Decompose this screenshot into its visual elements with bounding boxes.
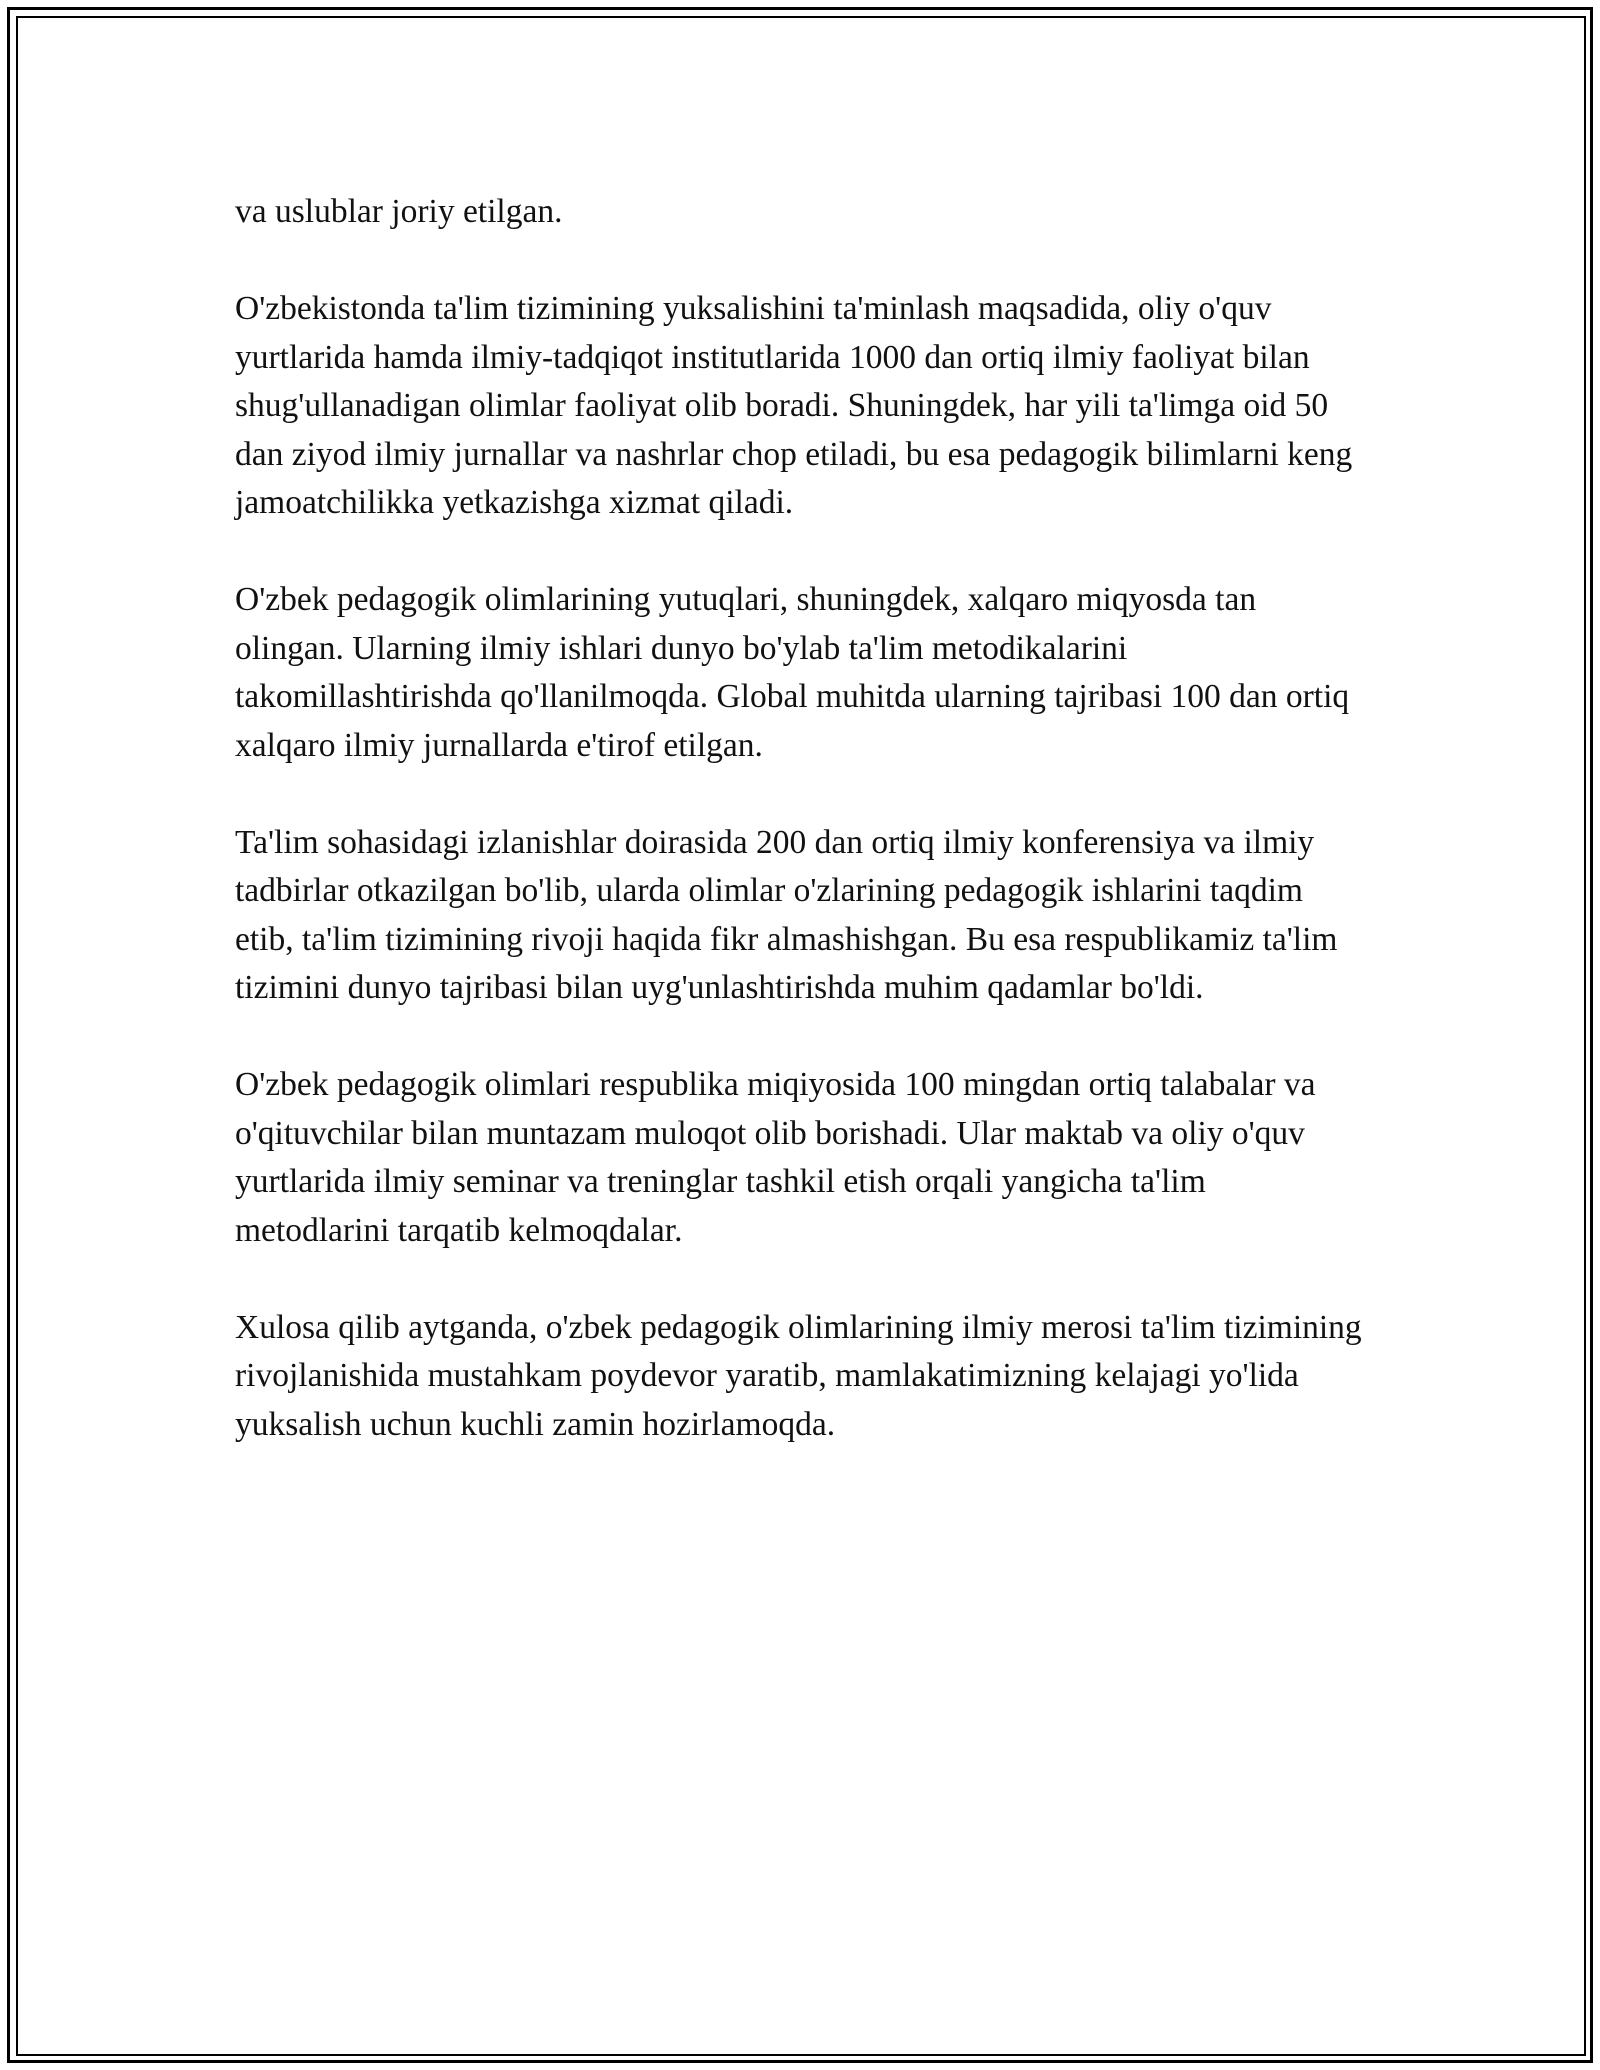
paragraph-conferences: Ta'lim sohasidagi izlanishlar doirasida 200 dan ortiq ilmiy konferensiya va ilmiy tadbirlar otkazilgan bo'lib, ularda olimlar o'zlarining pedagogik ishlarini taqdim etib, ta'lim tizimining rivoji haqida fikr almashishgan. Bu esa respublikamiz ta'lim tizimini dunyo tajribasi bilan uyg'unlashtirishda muhim qadamlar bo'ldi.: [235, 823, 1338, 1006]
paragraph-scientists-activity: O'zbekistonda ta'lim tizimining yuksalishini ta'minlash maqsadida, oliy o'quv yurtlarida hamda ilmiy-tadqiqot institutlarida 1000 dan ortiq ilmiy faoliyat bilan shug'ullanadigan olimlar faoliyat olib boradi. Shuningdek, har yili ta'limga oid 50 dan ziyod ilmiy jurnallar va nashrlar chop etiladi, bu esa pedagogik bilimlarni keng jamoatchilikka yetkazishga xizmat qiladi.: [235, 290, 1353, 521]
paragraph-continuation: va uslublar joriy etilgan.: [235, 193, 563, 230]
paragraph-international-recognition: O'zbek pedagogik olimlarining yutuqlari, shuningdek, xalqaro miqyosda tan olingan. Ularning ilmiy ishlari dunyo bo'ylab ta'lim metodikalarini takomillashtirishda qo'llanilmoqda. Global muhitda ularning tajribasi 100 dan ortiq xalqaro ilmiy jurnallarda e'tirof etilgan.: [235, 581, 1350, 764]
document-body: [235, 188, 1365, 1498]
paragraph-outreach: O'zbek pedagogik olimlari respublika miqiyosida 100 mingdan ortiq talabalar va o'qituvchilar bilan muntazam muloqot olib borishadi. Ular maktab va oliy o'quv yurtlarida ilmiy seminar va treninglar tashkil etish orqali yangicha ta'lim metodlarini tarqatib kelmoqdalar.: [235, 1066, 1316, 1249]
paragraph-conclusion: Xulosa qilib aytganda, o'zbek pedagogik olimlarining ilmiy merosi ta'lim tizimining rivojlanishida mustahkam poydevor yaratib, mamlakatimizning kelajagi yo'lida yuksalish uchun kuchli zamin hozirlamoqda.: [235, 1308, 1362, 1443]
